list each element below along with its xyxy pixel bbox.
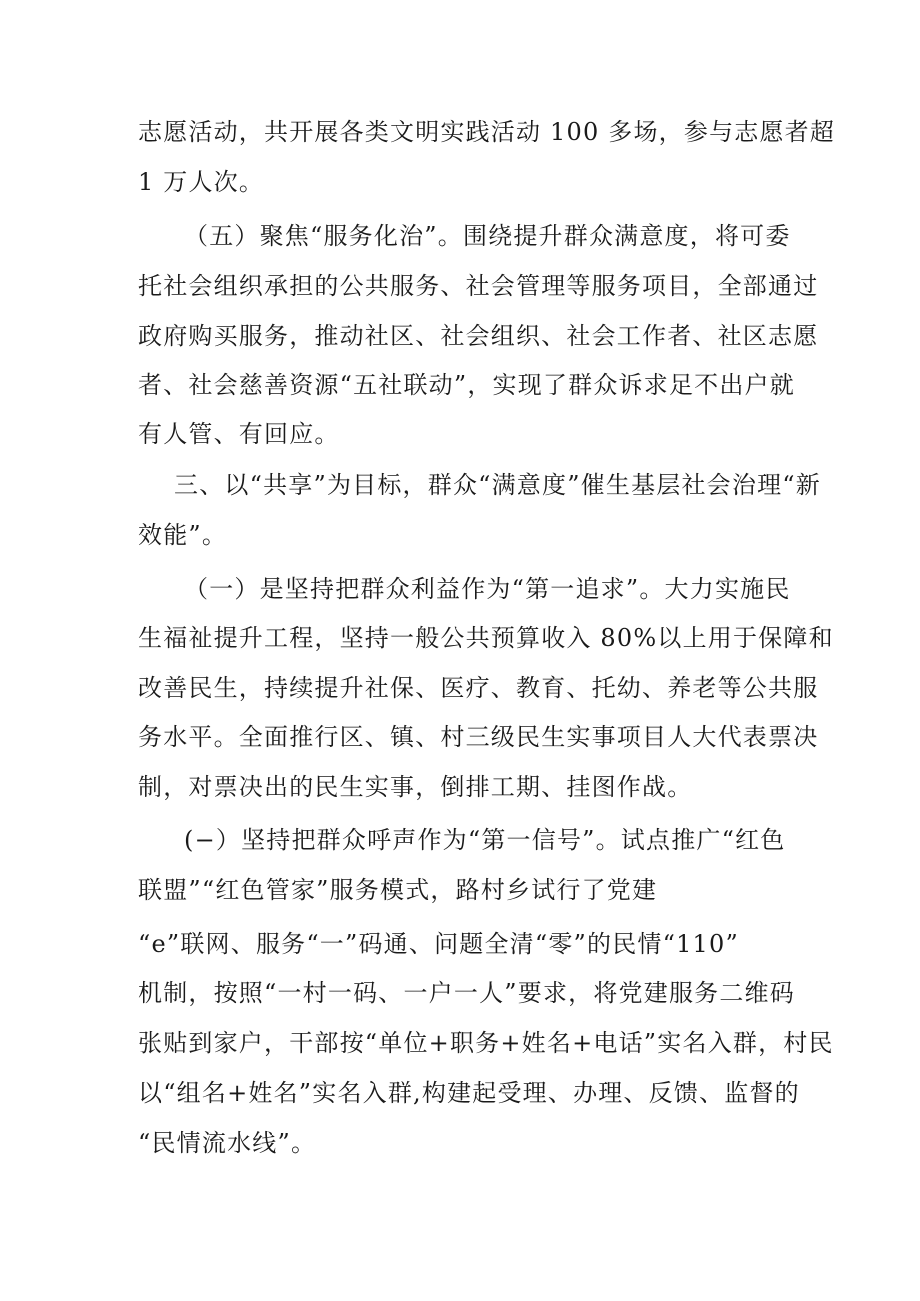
text-line: 务水平。全面推行区、镇、村三级民生实事项目人大代表票决 (138, 723, 819, 751)
text-line: 效能”。 (138, 521, 228, 549)
text-line: 生福祉提升工程，坚持一般公共预算收入 80%以上用于保障和 (138, 624, 834, 652)
text-line: 政府购买服务，推动社区、社会组织、社会工作者、社区志愿 (138, 322, 819, 350)
text-line: 以“组名+姓名”实名入群,构建起受理、办理、反馈、监督的 (138, 1079, 800, 1107)
part-3-heading-line: 三、以“共享”为目标，群众“满意度”催生基层社会治理“新 (174, 471, 821, 499)
text-line: 托社会组织承担的公共服务、社会管理等服务项目，全部通过 (138, 272, 819, 300)
text-line: 改善民生，持续提升社保、医疗、教育、托幼、养老等公共服 (138, 674, 819, 702)
text-line: 志愿活动，共开展各类文明实践活动 100 多场，参与志愿者超 (138, 118, 836, 146)
text-line: 有人管、有回应。 (138, 420, 340, 448)
text-line: 制，对票决出的民生实事，倒排工期、挂图作战。 (138, 773, 693, 801)
subsection-1-heading-line: （一）是坚持把群众利益作为“第一追求”。大力实施民 (184, 575, 791, 603)
text-line: “e”联网、服务“一”码通、问题全清“零”的民情“110” (138, 930, 739, 958)
text-line: 联盟”“红色管家”服务模式，路村乡试行了党建 (138, 876, 658, 904)
text-line: 张贴到家户，干部按“单位+职务+姓名+电话”实名入群，村民 (138, 1029, 834, 1057)
text-line: 1 万人次。 (138, 168, 265, 196)
subsection-2-heading-line: (−）坚持把群众呼声作为“第一信号”。试点推广“红色 (184, 826, 786, 854)
text-line: “民情流水线”。 (138, 1129, 317, 1157)
section-5-heading-line: （五）聚焦“服务化治”。围绕提升群众满意度，将可委 (184, 222, 791, 250)
text-line: 者、社会慈善资源“五社联动”，实现了群众诉求足不出户就 (138, 371, 795, 399)
text-line: 机制，按照“一村一码、一户一人”要求，将党建服务二维码 (138, 979, 795, 1007)
